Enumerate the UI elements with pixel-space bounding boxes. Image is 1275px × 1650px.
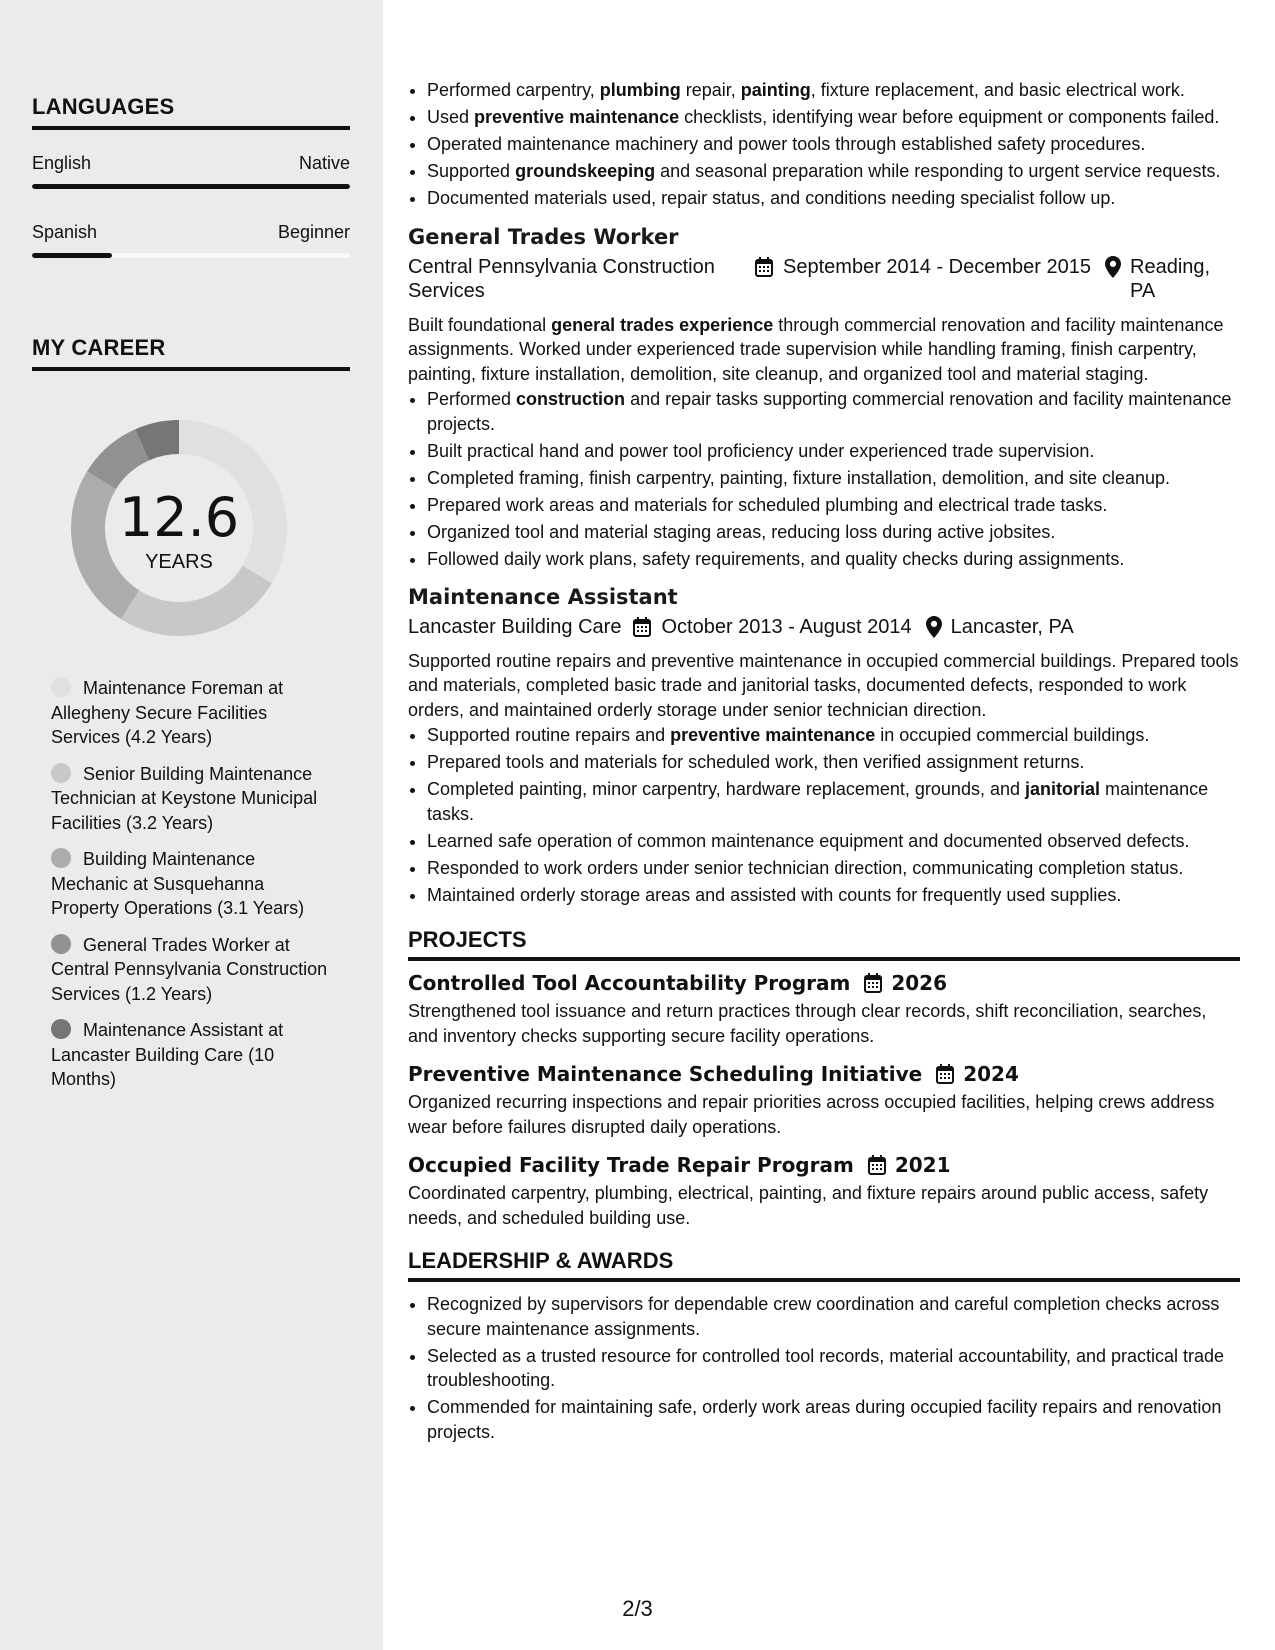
legend-label: Building Maintenance Mechanic at Susquehanna Property Operations (3.1 Years) — [51, 849, 305, 918]
calendar-icon — [936, 1064, 954, 1084]
language-row-english — [32, 153, 350, 174]
language-name: Spanish — [32, 222, 98, 242]
job-meta — [408, 615, 1240, 640]
language-bar-fill — [32, 253, 112, 258]
project-year: 2021 — [894, 1153, 951, 1177]
language-bar-english — [32, 184, 350, 189]
bold-keyword: painting — [740, 80, 811, 100]
bold-keyword: construction — [516, 389, 626, 409]
bullet-item: • Followed daily work plans, safety requirements, and quality checks during assignments. — [427, 547, 1240, 572]
project-year: 2026 — [891, 971, 948, 995]
leadership-item: • Recognized by supervisors for dependable crew coordination and careful completion checks across secure maintenance assignments. — [427, 1292, 1240, 1341]
bullet-item: • Maintained orderly storage areas and assisted with counts for frequently used supplies. — [427, 883, 1240, 908]
calendar-icon — [868, 1155, 886, 1175]
leadership-item: • Commended for maintaining safe, orderly work areas during occupied facility repairs and renovation projects. — [427, 1395, 1240, 1444]
calendar-icon — [864, 973, 882, 993]
job-meta — [408, 255, 1240, 304]
job-bullets — [408, 723, 1240, 907]
legend-item — [51, 762, 331, 836]
legend-dot — [51, 848, 71, 868]
bullet-item: • Organized tool and material staging areas, reducing loss during active jobsites. — [427, 520, 1240, 545]
legend-dot — [51, 1019, 71, 1039]
career-heading: MY CAREER — [32, 335, 350, 371]
bullet-item: • Built practical hand and power tool proficiency under experienced trade supervision. — [427, 439, 1240, 464]
bullet-item: • Used preventive maintenance checklists, identifying wear before equipment or components failed. — [427, 105, 1240, 130]
bold-keyword: groundskeeping — [515, 161, 656, 181]
leadership-item: • Selected as a trusted resource for controlled tool records, material accountability, and practical trade troubleshooting. — [427, 1344, 1240, 1393]
job-summary: Supported routine repairs and preventive maintenance in occupied commercial buildings. Prepared tools and materials, completed basic trade and janitorial tasks, documented defects, responded to work orders, and maintained orderly storage under senior technician direction. — [408, 650, 1239, 720]
bold-keyword: janitorial — [1025, 779, 1101, 799]
job-location-text: Reading, PA — [1130, 255, 1211, 302]
prev-job-bullets — [408, 78, 1240, 211]
bold-keyword: plumbing — [599, 80, 681, 100]
language-row-spanish — [32, 222, 350, 243]
language-level: Native — [298, 153, 350, 173]
project-description: Strengthened tool issuance and return practices through clear records, shift reconciliation, searches, and inventory checks supporting secure facility operations. — [408, 1001, 1207, 1046]
donut-segment-1 — [121, 566, 272, 636]
leadership-heading: LEADERSHIP & AWARDS — [408, 1248, 1240, 1282]
job-title: Maintenance Assistant — [408, 585, 678, 609]
legend-item — [51, 933, 331, 1007]
page-number: 2/3 — [622, 1596, 653, 1621]
language-bar-spanish — [32, 253, 350, 258]
legend-label: Maintenance Assistant at Lancaster Building Care (10 Months) — [51, 1020, 284, 1089]
language-bar-fill — [32, 184, 350, 189]
bold-keyword: preventive maintenance — [670, 725, 876, 745]
career-legend — [51, 676, 331, 1104]
bullet-item: • Performed carpentry, plumbing repair, painting, fixture replacement, and basic electrical work. — [427, 78, 1240, 103]
job-location — [926, 615, 1074, 640]
job-title: General Trades Worker — [408, 224, 679, 249]
bullet-item: • Completed painting, minor carpentry, hardware replacement, grounds, and janitorial maintenance tasks. — [427, 777, 1240, 826]
bullet-item: • Completed framing, finish carpentry, painting, fixture installation, demolition, and site cleanup. — [427, 466, 1240, 491]
project-title: Occupied Facility Trade Repair Program — [408, 1153, 854, 1177]
job-company: Central Pennsylvania Construction Services — [408, 255, 715, 302]
job-entry — [408, 585, 1240, 907]
job-dates — [633, 615, 911, 640]
bullet-item: • Supported groundskeeping and seasonal preparation while responding to urgent service requests. — [427, 159, 1240, 184]
project-entry — [408, 1062, 1240, 1139]
career-unit: YEARS — [145, 551, 213, 573]
job-dates — [755, 255, 1105, 304]
project-entry — [408, 1153, 1240, 1230]
sidebar — [0, 0, 383, 1650]
project-year: 2024 — [963, 1062, 1019, 1086]
project-title-row — [408, 971, 1240, 995]
location-pin-icon — [1105, 256, 1121, 278]
bullet-item: • Prepared tools and materials for scheduled work, then verified assignment returns. — [427, 750, 1240, 775]
project-title-row — [408, 1062, 1240, 1086]
job-summary: Built foundational general trades experience through commercial renovation and facility maintenance assignments. Worked under experienced trade supervision while handling framing, finish carpentry, painting, fixture installation, demolition, site cleanup, and organized tool and material staging. — [408, 314, 1224, 384]
legend-label: Maintenance Foreman at Allegheny Secure Facilities Services (4.2 Years) — [51, 678, 284, 747]
legend-item — [51, 1018, 331, 1092]
legend-dot — [51, 677, 71, 697]
project-description: Organized recurring inspections and repair priorities across occupied facilities, helping crews address wear before failures disrupted daily operations. — [408, 1092, 1215, 1137]
bullet-item: • Documented materials used, repair status, and conditions needing specialist follow up. — [427, 186, 1240, 211]
project-description: Coordinated carpentry, plumbing, electrical, painting, and fixture repairs around public access, safety needs, and scheduled building use. — [408, 1183, 1209, 1228]
bullet-item: • Performed construction and repair tasks supporting commercial renovation and facility maintenance projects. — [427, 387, 1240, 436]
leadership-bullets — [408, 1292, 1240, 1444]
languages-heading: LANGUAGES — [32, 94, 350, 130]
job-company: Lancaster Building Care — [408, 616, 622, 638]
bullet-item: • Responded to work orders under senior technician direction, communicating completion status. — [427, 856, 1240, 881]
job-entry — [408, 225, 1240, 572]
main-content — [408, 78, 1240, 1447]
legend-label: Senior Building Maintenance Technician at Keystone Municipal Facilities (3.2 Years) — [51, 763, 318, 833]
project-title-row — [408, 1153, 1240, 1177]
bullet-item: • Prepared work areas and materials for scheduled plumbing and electrical trade tasks. — [427, 493, 1240, 518]
legend-dot — [51, 934, 71, 954]
language-level: Beginner — [277, 222, 350, 242]
bullet-item: • Learned safe operation of common maintenance equipment and documented observed defects. — [427, 829, 1240, 854]
projects-heading: PROJECTS — [408, 927, 1240, 961]
location-pin-icon — [926, 616, 942, 638]
career-total: 12.6 — [118, 486, 240, 549]
bullet-item: • Operated maintenance machinery and power tools through established safety procedures. — [427, 132, 1240, 157]
legend-label: General Trades Worker at Central Pennsylvania Construction Services (1.2 Years) — [51, 934, 328, 1004]
bullet-item: • Supported routine repairs and preventive maintenance in occupied commercial buildings. — [427, 723, 1240, 748]
career-donut-chart — [66, 415, 292, 641]
project-title: Controlled Tool Accountability Program — [408, 971, 851, 995]
bold-keyword: preventive maintenance — [474, 107, 680, 127]
project-title: Preventive Maintenance Scheduling Initiative — [408, 1062, 923, 1086]
legend-item — [51, 847, 331, 921]
legend-item — [51, 676, 331, 750]
job-location — [1105, 255, 1240, 304]
job-dates-text: September 2014 - December 2015 — [783, 255, 1091, 278]
legend-dot — [51, 763, 71, 783]
project-entry — [408, 971, 1240, 1048]
calendar-icon — [755, 257, 773, 277]
calendar-icon — [633, 617, 651, 637]
job-bullets — [408, 387, 1240, 571]
job-dates-text: October 2013 - August 2014 — [661, 616, 912, 638]
language-name: English — [32, 153, 92, 173]
bold-keyword: general trades experience — [551, 314, 774, 335]
job-location-text: Lancaster, PA — [950, 616, 1074, 638]
